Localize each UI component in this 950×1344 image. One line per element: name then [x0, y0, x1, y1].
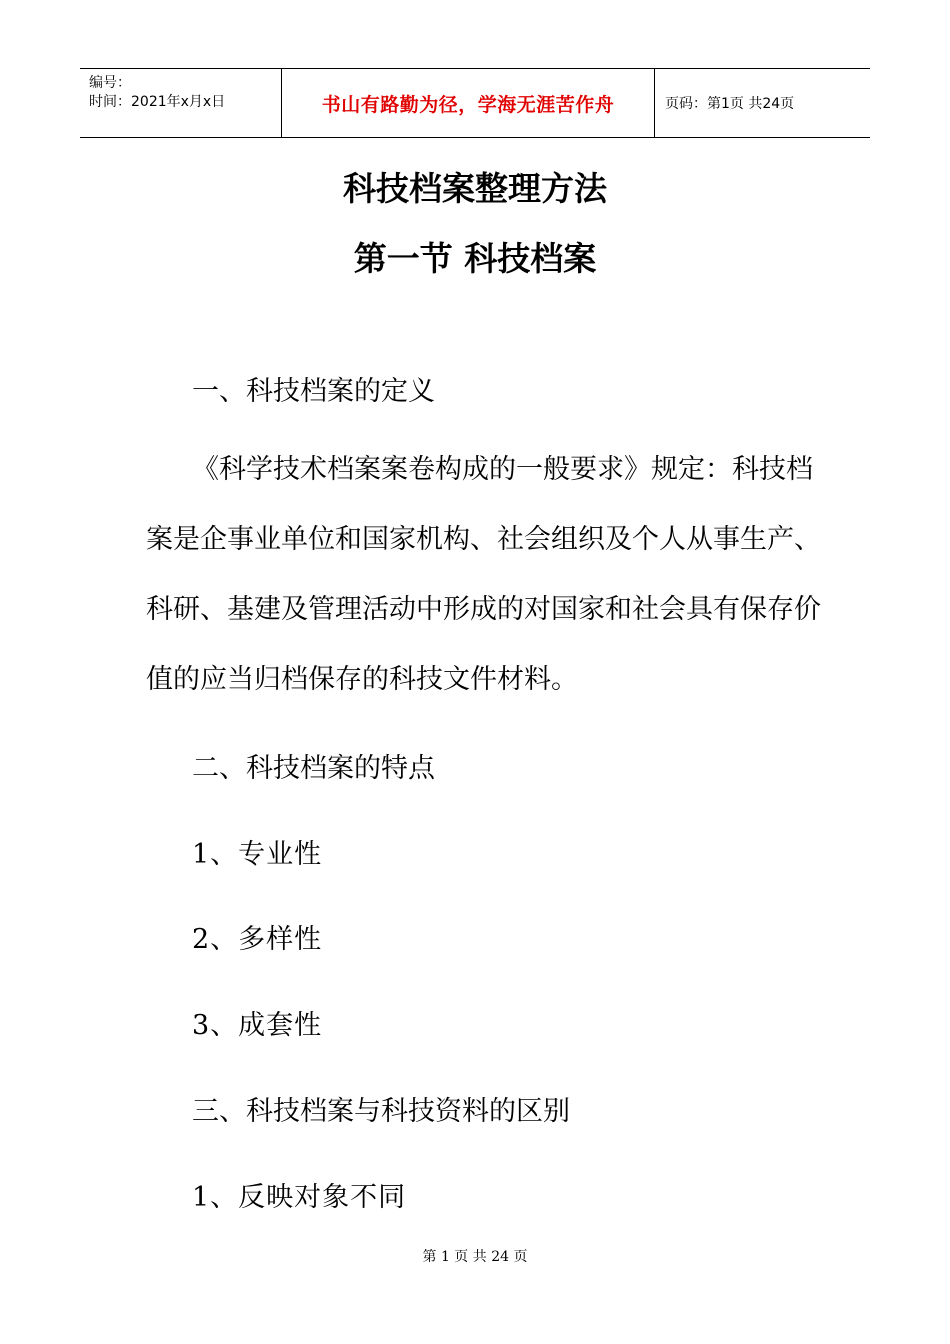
page-footer: 第 1 页 共 24 页	[422, 1249, 528, 1265]
header-page-info: 页码：第1页 共24页	[665, 96, 795, 112]
definition-text: 《科学技术档案案卷构成的一般要求》规定：科技档案是企事业单位和国家机构、社会组织及个人从事生产、科研、基建及管理活动中形成的对国家和社会具有保存价值的应当归档保存的科技文件材料。	[146, 454, 821, 695]
difference-item: 1、反映对象不同	[192, 1182, 407, 1213]
document-time-label: 时间：2021年x月x日	[89, 94, 226, 110]
document-title: 科技档案整理方法	[343, 169, 607, 208]
heading-differences: 三、科技档案与科技资料的区别	[192, 1096, 570, 1127]
section-title: 第一节 科技档案	[353, 239, 597, 278]
feature-item: 3、成套性	[192, 1010, 323, 1041]
definition-paragraph	[146, 435, 826, 715]
feature-item: 1、专业性	[192, 839, 323, 870]
page-header	[80, 68, 870, 138]
header-page-cell	[655, 69, 870, 137]
header-meta-cell	[80, 69, 282, 137]
header-motto: 书山有路勤为径，学海无涯苦作舟	[321, 93, 615, 116]
document-number-label: 编号：	[89, 75, 131, 91]
heading-definition: 一、科技档案的定义	[192, 376, 435, 407]
heading-features: 二、科技档案的特点	[192, 753, 435, 784]
feature-item: 2、多样性	[192, 924, 323, 955]
header-motto-cell	[282, 69, 655, 137]
